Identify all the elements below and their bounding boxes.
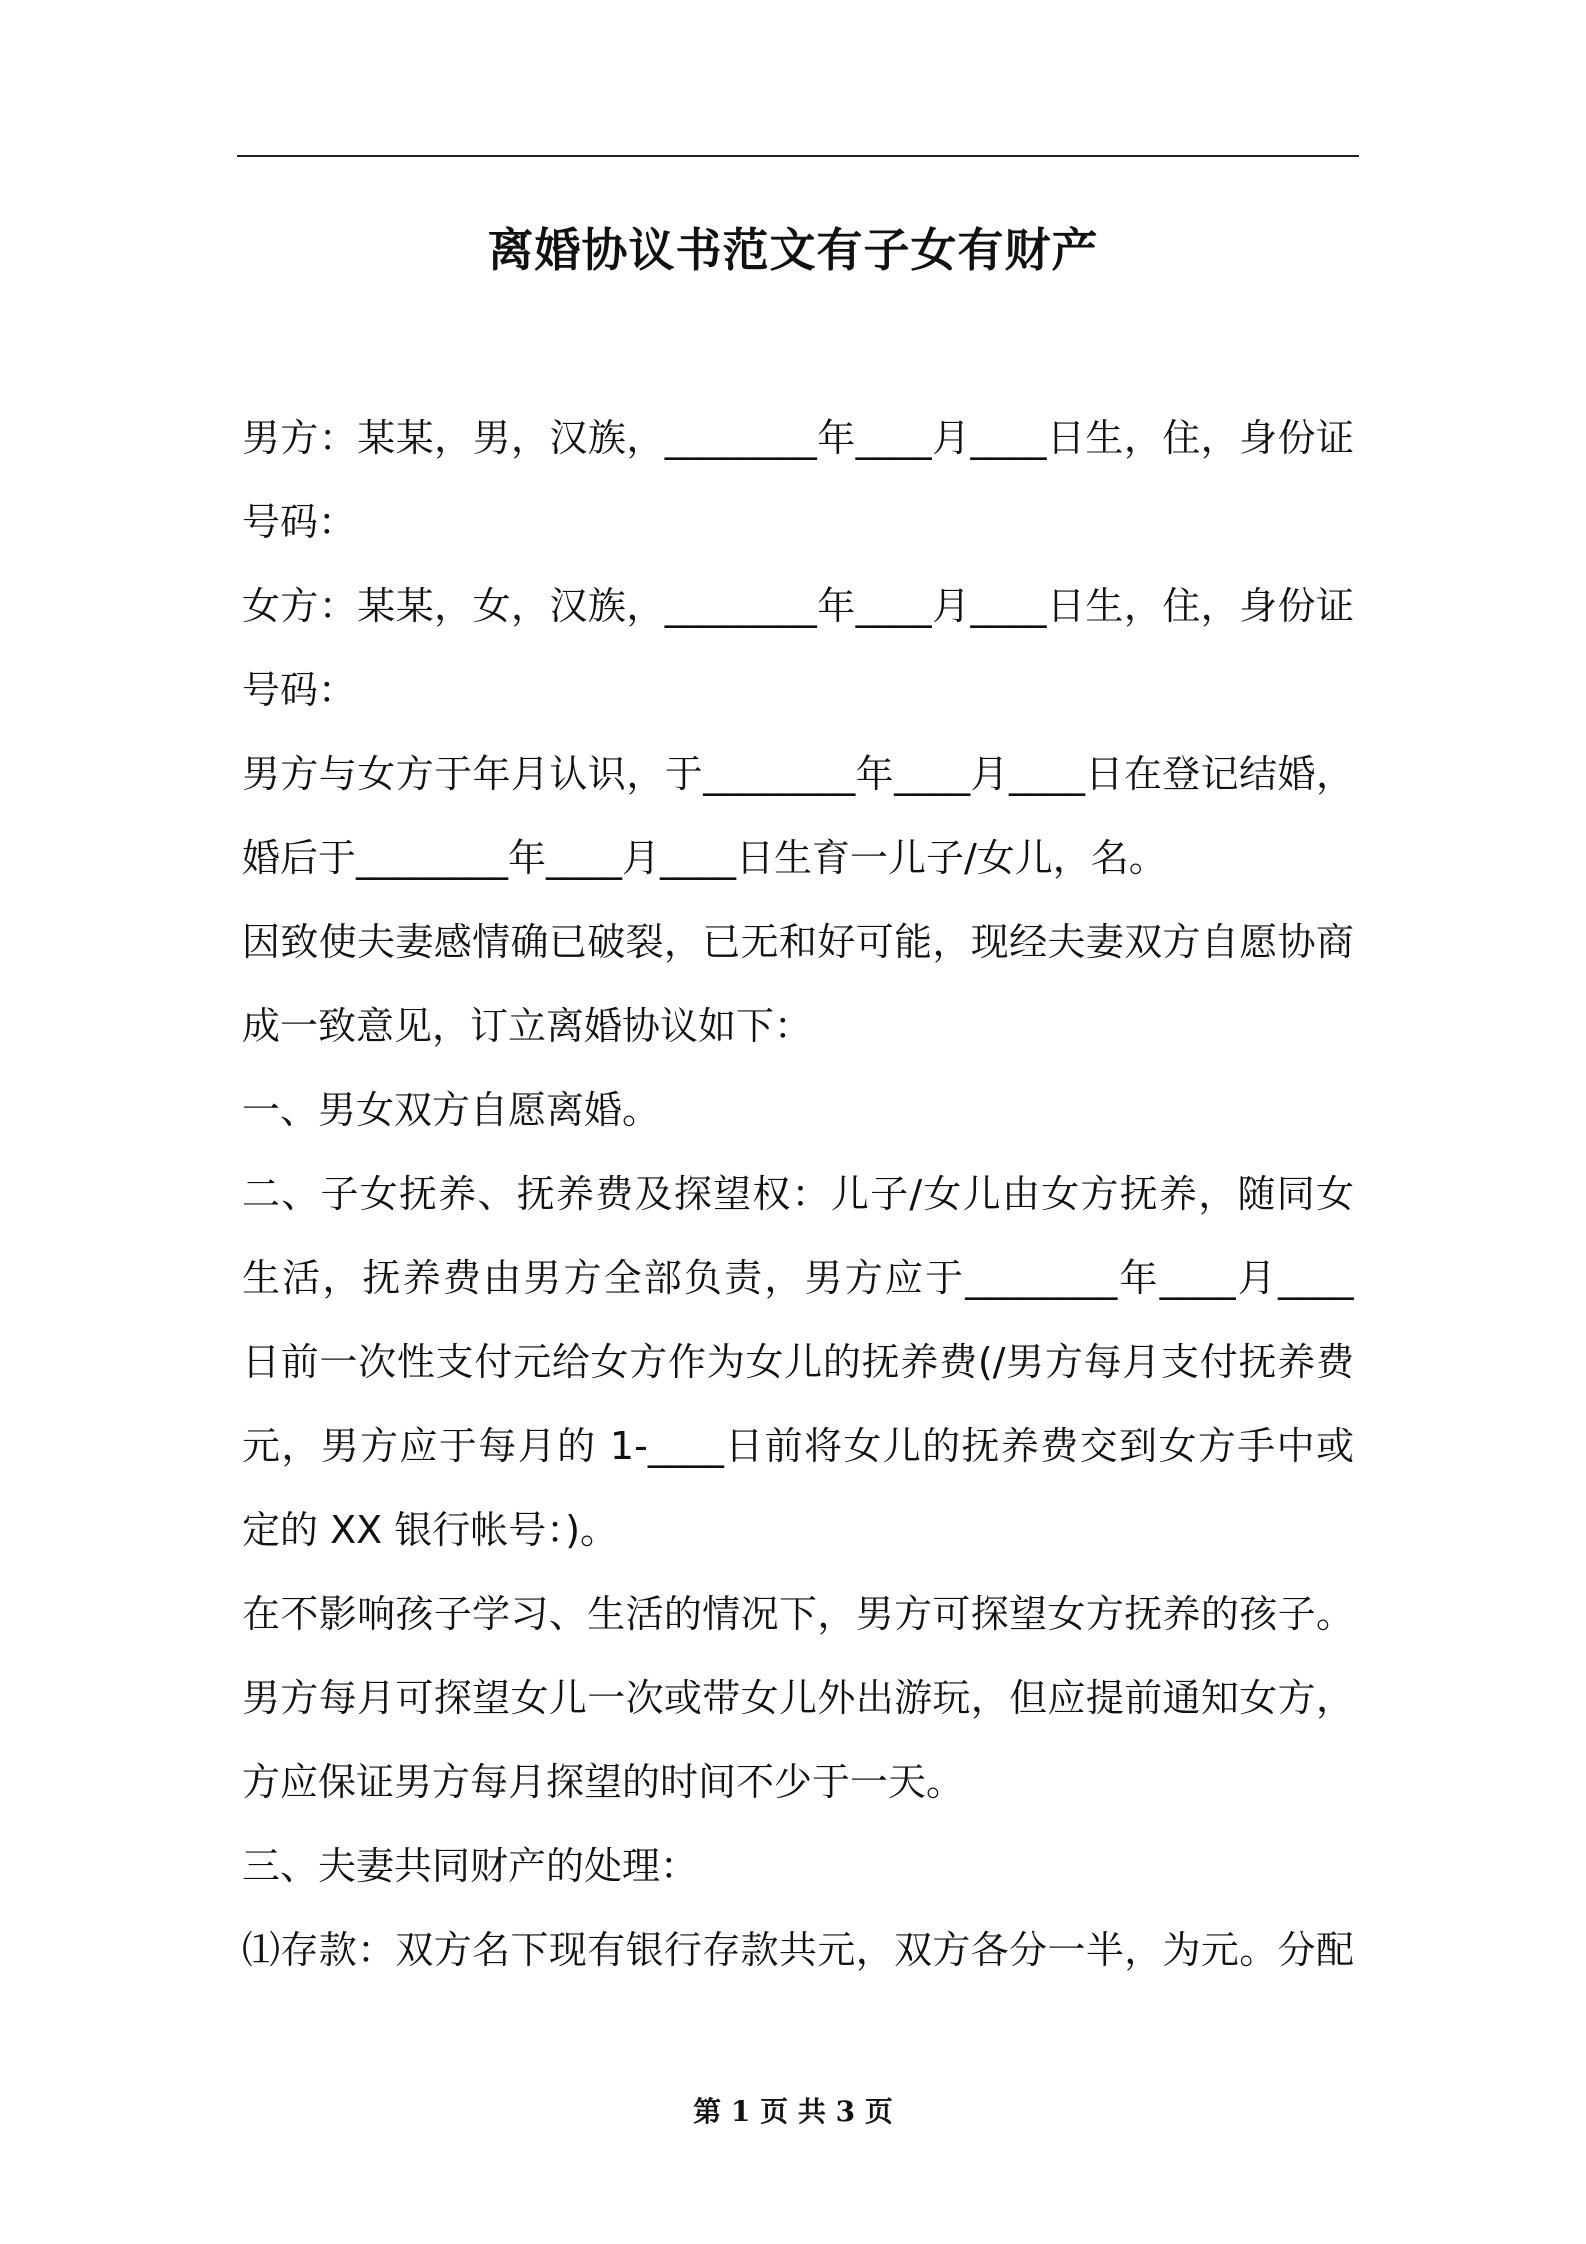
text-line: 日前一次性支付元给女方作为女儿的抚养费(/男方每月支付抚养费	[242, 1340, 1354, 1384]
text-line: 定的 XX 银行帐号：)。	[242, 1508, 619, 1552]
text-line: 一、男女双方自愿离婚。	[242, 1088, 661, 1132]
text-line: 男方：某某，男，汉族，________年____月____日生，住，身份证	[242, 416, 1354, 460]
text-line: 在不影响孩子学习、生活的情况下，男方可探望女方抚养的孩子。	[242, 1592, 1354, 1636]
document-body	[242, 396, 1354, 1992]
text-line: 生活，抚养费由男方全部负责，男方应于________年____月____	[242, 1256, 1354, 1300]
header-rule	[237, 155, 1359, 157]
document-title: 离婚协议书范文有子女有财产	[487, 223, 1099, 277]
text-line: 女方：某某，女，汉族，________年____月____日生，住，身份证	[242, 584, 1354, 628]
text-line: 元，男方应于每月的 1-____日前将女儿的抚养费交到女方手中或	[242, 1424, 1354, 1468]
text-line: 号码：	[242, 668, 357, 712]
text-line: 因致使夫妻感情确已破裂，已无和好可能，现经夫妻双方自愿协商	[242, 920, 1354, 964]
text-line: 三、夫妻共同财产的处理：	[242, 1844, 699, 1888]
text-line: 男方每月可探望女儿一次或带女儿外出游玩，但应提前通知女方，	[242, 1676, 1354, 1720]
page-number-footer: 第 1 页 共 3 页	[693, 2095, 893, 2128]
text-line: 号码：	[242, 500, 357, 544]
text-line: ⑴存款：双方名下现有银行存款共元，双方各分一半，为元。分配	[242, 1928, 1354, 1972]
text-line: 方应保证男方每月探望的时间不少于一天。	[242, 1760, 965, 1804]
text-line: 二、子女抚养、抚养费及探望权：儿子/女儿由女方抚养，随同女	[242, 1172, 1354, 1216]
text-line: 婚后于________年____月____日生育一儿子/女儿，名。	[242, 836, 1167, 880]
text-line: 成一致意见，订立离婚协议如下：	[242, 1004, 813, 1048]
text-line: 男方与女方于年月认识，于________年____月____日在登记结婚，	[242, 752, 1354, 796]
